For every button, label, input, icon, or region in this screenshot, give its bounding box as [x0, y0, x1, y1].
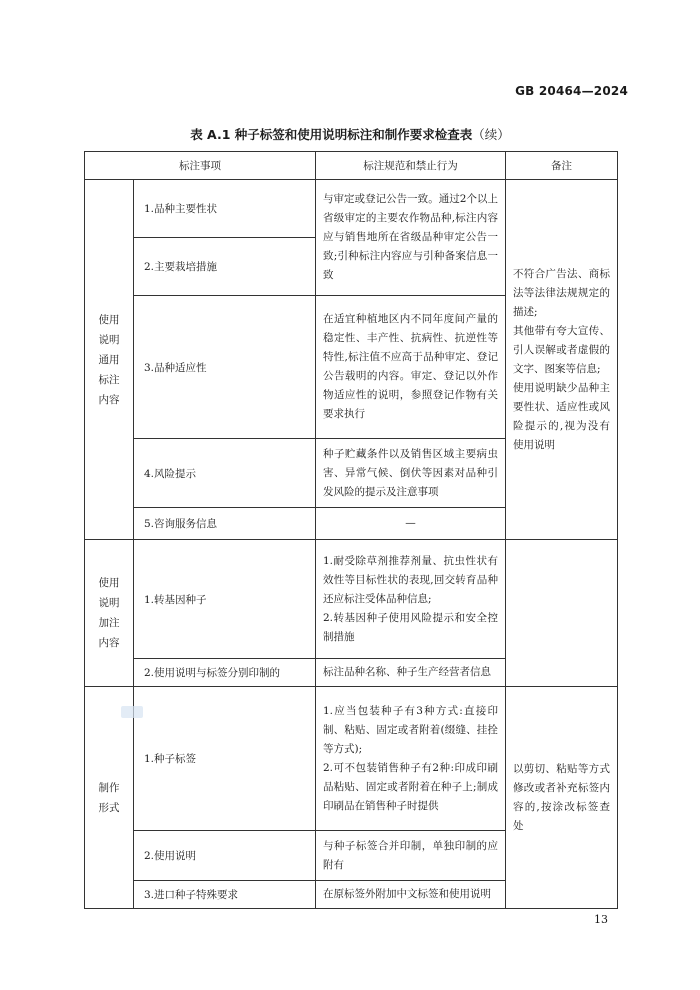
item-cell: 2.主要栽培措施	[134, 238, 316, 296]
category-label: 制作形式	[98, 781, 120, 814]
rule-cell: 种子贮藏条件以及销售区域主要病虫害、异常气候、倒伏等因素对品种引发风险的提示及注意事项	[316, 439, 506, 508]
rule-cell: 1.应当包装种子有3种方式:直接印制、粘贴、固定或者附着(缀缝、挂拴等方式); 2.可不包装销售种子有2种:印成印刷品粘贴、固定或者附着在种子上;制成印刷品在销售种子时提供	[316, 687, 506, 831]
table-header-row	[85, 152, 618, 180]
item-cell: 2.使用说明	[134, 831, 316, 881]
item-cell: 2.使用说明与标签分别印制的	[134, 659, 316, 687]
table-row	[85, 180, 618, 238]
item-cell: 1.转基因种子	[134, 540, 316, 659]
standard-code: GB 20464—2024	[515, 84, 628, 98]
rule-cell: 在适宜种植地区内不同年度间产量的稳定性、丰产性、抗病性、抗逆性等特性,标注值不应高于品种审定、登记公告载明的内容。审定、登记以外作物适应性的说明，参照登记作物有关要求执行	[316, 296, 506, 439]
table-title	[0, 125, 700, 143]
table-title-continued: （续）	[472, 127, 510, 142]
header-rule: 标注规范和禁止行为	[316, 152, 506, 180]
rule-cell: 与审定或登记公告一致。通过2个以上省级审定的主要农作物品种,标注内容应与销售地所在省级品种审定公告一致;引种标注内容应与引种备案信息一致	[316, 180, 506, 296]
rule-cell: 与种子标签合并印制，单独印制的应附有	[316, 831, 506, 881]
item-cell: 1.种子标签	[134, 687, 316, 831]
category-cell	[85, 687, 134, 909]
category-label: 使用说明加注内容	[98, 577, 120, 649]
category-cell	[85, 180, 134, 540]
table-row	[85, 687, 618, 831]
item-cell: 3.进口种子特殊要求	[134, 881, 316, 909]
item-cell: 3.品种适应性	[134, 296, 316, 439]
note-cell: 不符合广告法、商标法等法律法规规定的描述; 其他带有夸大宣传、引人误解或者虚假的文字、图案等信息; 使用说明缺少品种主要性状、适应性或风险提示的,视为没有使用说明	[506, 180, 618, 540]
item-cell: 5.咨询服务信息	[134, 508, 316, 540]
note-cell: 以剪切、粘贴等方式修改或者补充标签内容的,按涂改标签查处	[506, 687, 618, 909]
rule-cell: 1.耐受除草剂推荐剂量、抗虫性状有效性等目标性状的表现,回交转育品种还应标注受体品种信息; 2.转基因种子使用风险提示和安全控制措施	[316, 540, 506, 659]
item-cell: 4.风险提示	[134, 439, 316, 508]
header-note: 备注	[506, 152, 618, 180]
table-row	[85, 540, 618, 659]
page-number: 13	[594, 913, 608, 926]
category-label: 使用说明通用标注内容	[98, 313, 120, 406]
note-cell-empty	[506, 540, 618, 687]
rule-cell: 标注品种名称、种子生产经营者信息	[316, 659, 506, 687]
watermark-mark	[121, 706, 143, 718]
category-cell	[85, 540, 134, 687]
item-cell: 1.品种主要性状	[134, 180, 316, 238]
table-title-text: 表 A.1 种子标签和使用说明标注和制作要求检查表	[190, 127, 473, 142]
rule-cell: 在原标签外附加中文标签和使用说明	[316, 881, 506, 909]
inspection-table	[84, 151, 618, 909]
header-item: 标注事项	[85, 152, 316, 180]
rule-cell: —	[316, 508, 506, 540]
